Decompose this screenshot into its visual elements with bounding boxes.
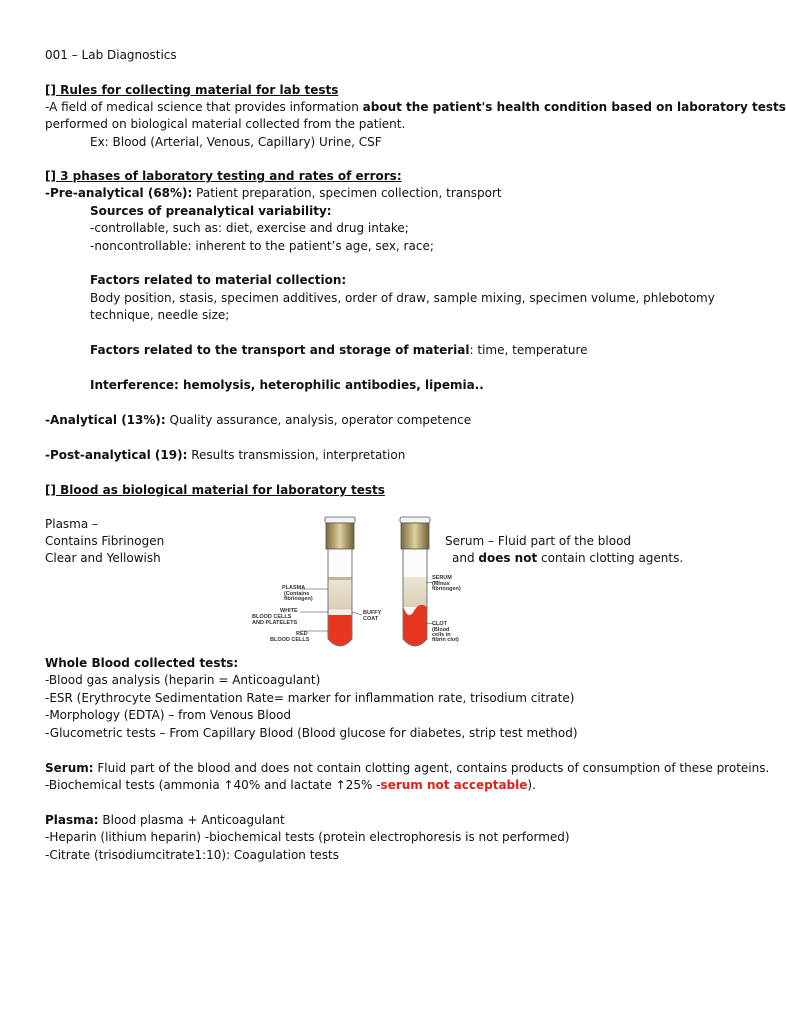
fig-label-serum-sub2: fibrinogen) [432,586,461,592]
analytical-line: -Analytical (13%): Quality assurance, analysis, operator competence [45,413,472,427]
serum-caption-2: and does not contain clotting agents. [452,551,684,565]
plasma-definition-line: Plasma: Blood plasma + Anticoagulant [45,813,285,827]
fig-label-white1: WHITE [280,608,298,614]
fig-label-clot-sub3: fibrin clot) [432,637,459,643]
fig-label-clot-sub2: cells in [432,632,451,638]
fig-label-serum-sub1: (Minus [432,581,450,587]
fig-label-red1: RED [296,631,308,637]
whole-blood-item-3: -Morphology (EDTA) – from Venous Blood [45,708,292,722]
plasma-tube [325,517,355,646]
plasma-caption-1: Plasma – [45,517,99,531]
factors-collection-line-2: technique, needle size; [90,308,230,322]
whole-blood-item-1: -Blood gas analysis (heparin = Anticoagulant) [45,673,321,687]
post-analytical-line: -Post-analytical (19): Results transmission, interpretation [45,448,406,462]
fig-label-serum: SERUM [432,575,452,581]
factors-collection-label: Factors related to material collection: [90,273,347,287]
whole-blood-item-2: -ESR (Erythrocyte Sedimentation Rate= marker for inflammation rate, trisodium citrate) [45,691,575,705]
example-line: Ex: Blood (Arterial, Venous, Capillary) Urine, CSF [90,135,382,149]
document-title: 001 – Lab Diagnostics [45,48,177,62]
plasma-caption-2: Contains Fibrinogen [45,534,165,548]
fig-label-white2: BLOOD CELLS [252,614,292,620]
factors-collection-line-1: Body position, stasis, specimen additives, order of draw, sample mixing, specimen volume, phlebotomy [90,291,715,305]
definition-line-2: performed on biological material collected from the patient. [45,117,406,131]
fig-label-white3: AND PLATELETS [252,620,298,626]
fig-label-plasma: PLASMA [282,585,306,591]
serum-definition-line: Serum: Fluid part of the blood and does not contain clotting agent, contains products of consumption of these proteins. [45,761,770,775]
section-heading-phases: [] 3 phases of laboratory testing and rates of errors: [45,169,402,183]
sources-label: Sources of preanalytical variability: [90,204,332,218]
fig-label-buffy1: BUFFY [363,610,382,616]
fig-label-plasma-sub2: fibrinogen) [284,596,313,602]
interference-line: Interference: hemolysis, heterophilic antibodies, lipemia.. [90,378,484,392]
noncontrollable-line: -noncontrollable: inherent to the patient’s age, sex, race; [90,239,434,253]
fig-label-plasma-sub1: (Contains [284,591,310,597]
whole-blood-label: Whole Blood collected tests: [45,656,239,670]
plasma-heparin-line: -Heparin (lithium heparin) -biochemical tests (protein electrophoresis is not performed) [45,830,570,844]
fig-label-clot: CLOT [432,621,447,627]
definition-line-1: -A field of medical science that provides information about the patient's health condition based on laboratory tests [45,100,786,114]
section-heading-blood: [] Blood as biological material for laboratory tests [45,483,385,497]
fig-label-buffy2: COAT [363,616,379,622]
serum-caption-1: Serum – Fluid part of the blood [445,534,632,548]
plasma-caption-3: Clear and Yellowish [45,551,161,565]
section-heading-rules: [] Rules for collecting material for lab tests [45,83,339,97]
blood-tubes-figure [200,515,461,655]
controllable-line: -controllable, such as: diet, exercise and drug intake; [90,221,409,235]
serum-tube [400,517,430,646]
biochemical-tests-line: -Biochemical tests (ammonia ↑40% and lactate ↑25% -serum not acceptable). [45,778,536,792]
fig-label-red2: BLOOD CELLS [270,637,310,643]
fig-label-clot-sub1: (Blood [432,627,450,633]
factors-transport-line: Factors related to the transport and storage of material: time, temperature [90,343,588,357]
plasma-citrate-line: -Citrate (trisodiumcitrate1:10): Coagulation tests [45,848,340,862]
pre-analytical-line: -Pre-analytical (68%): Patient preparation, specimen collection, transport [45,186,502,200]
whole-blood-item-4: -Glucometric tests – From Capillary Blood (Blood glucose for diabetes, strip test method) [45,726,578,740]
